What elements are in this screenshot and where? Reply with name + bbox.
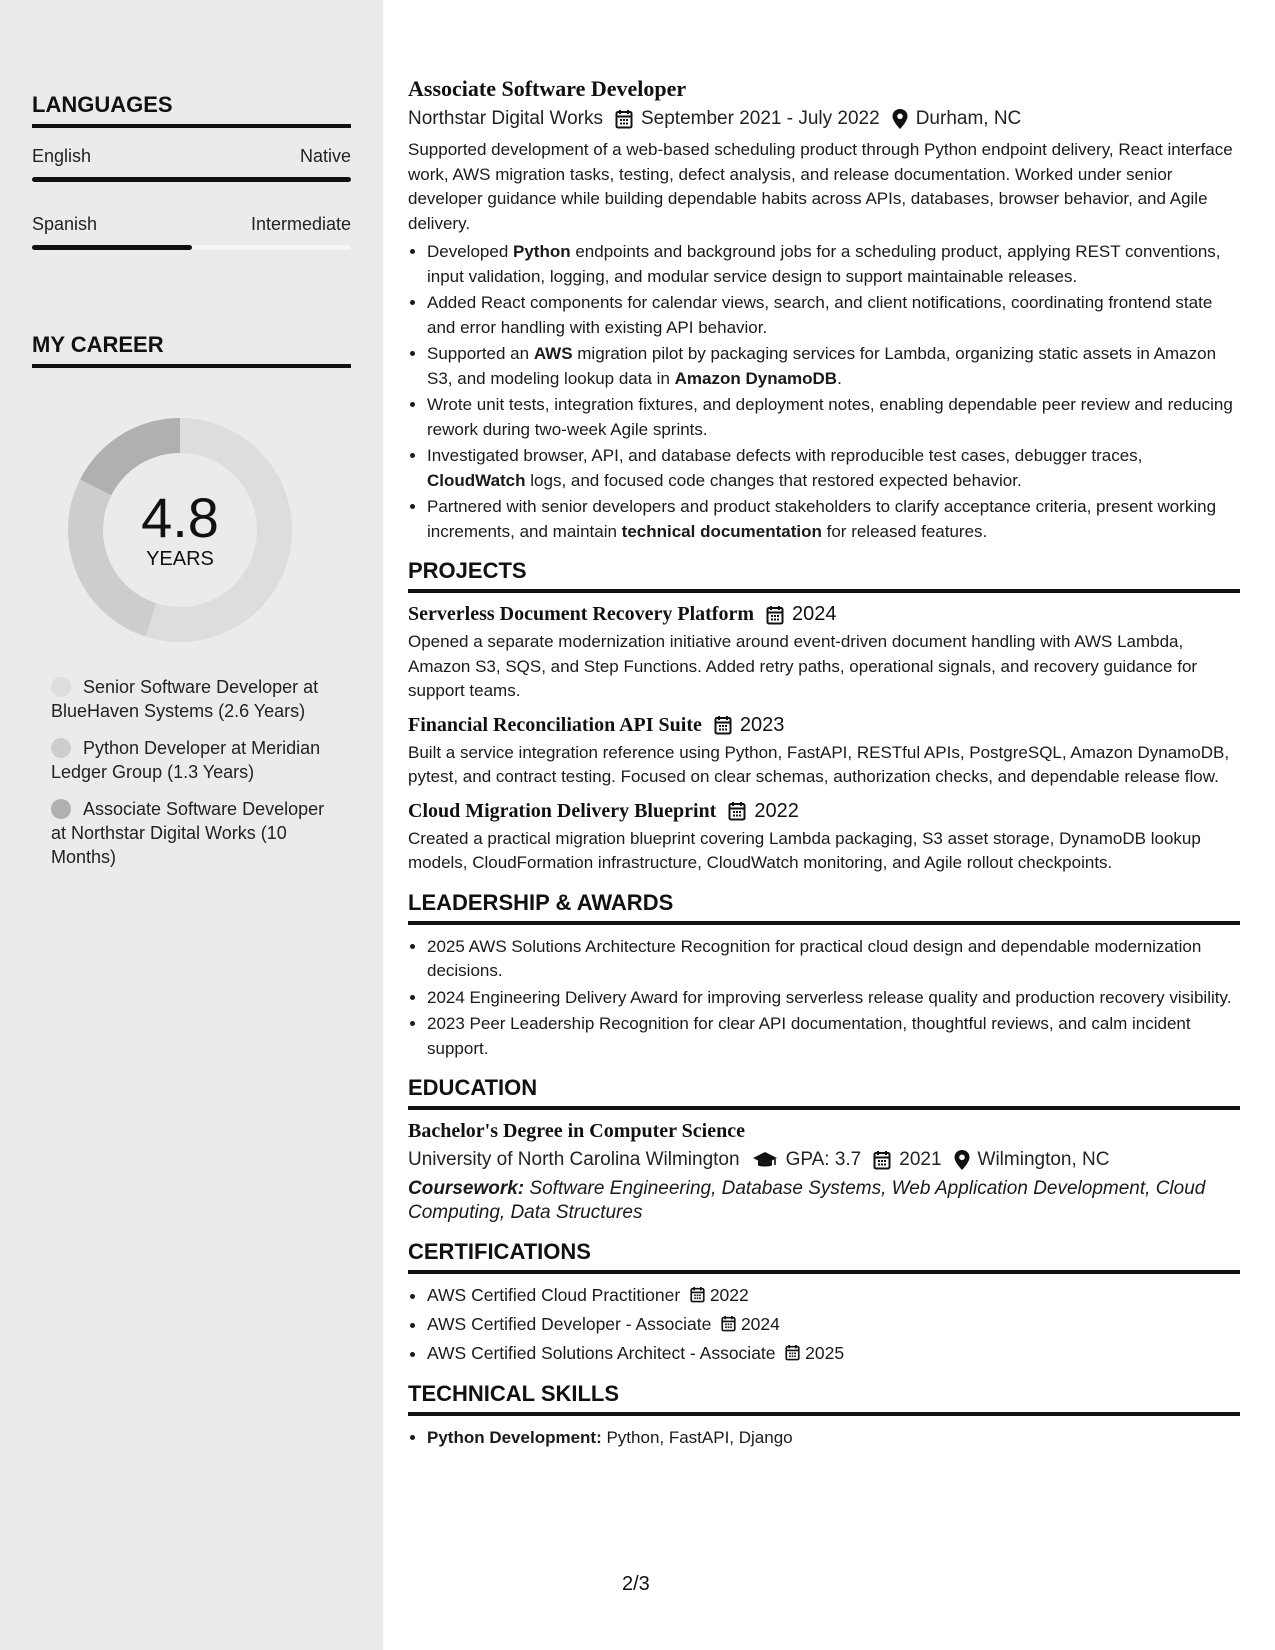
calendar-icon	[873, 1150, 891, 1170]
skills-section	[408, 1381, 1240, 1451]
job-location: Durham, NC	[915, 108, 1022, 129]
language-proficiency-fill	[32, 177, 351, 182]
career-legend-label: Python Developer at Meridian Ledger Group (1.3 Years)	[51, 738, 321, 782]
job-bullet: • Developed Python endpoints and background jobs for a scheduling product, applying REST conventions, input validation, logging, and modular service design to support maintainable releases.	[427, 240, 1240, 289]
education-year: 2021	[899, 1149, 942, 1170]
languages-section	[32, 92, 351, 250]
career-legend-item	[51, 736, 341, 784]
language-name: Spanish	[32, 214, 98, 234]
language-item	[32, 214, 351, 250]
degree-title: Bachelor's Degree in Computer Science	[408, 1120, 745, 1142]
projects-heading: PROJECTS	[408, 558, 1240, 593]
certifications-section	[408, 1239, 1240, 1367]
education-location: Wilmington, NC	[977, 1149, 1110, 1170]
skill-category: Python Development:	[427, 1428, 602, 1447]
project-item	[408, 603, 1240, 704]
awards-heading: LEADERSHIP & AWARDS	[408, 890, 1240, 925]
language-item	[32, 146, 351, 182]
main-content	[408, 76, 1240, 1453]
certification-name: AWS Certified Developer - Associate	[427, 1314, 712, 1334]
education-gpa: GPA: 3.7	[785, 1149, 862, 1170]
language-proficiency-fill	[32, 245, 192, 250]
graduation-cap-icon	[752, 1150, 778, 1170]
job-bullet: • Investigated browser, API, and database defects with reproducible test cases, debugger traces, CloudWatch logs, and focused code changes that restored expected behavior.	[427, 444, 1240, 493]
certification-year: 2022	[709, 1285, 749, 1305]
job-bullet: • Partnered with senior developers and product stakeholders to clarify acceptance criteria, present working increments, and maintain technical documentation for released features.	[427, 495, 1240, 544]
award-item: • 2024 Engineering Delivery Award for improving serverless release quality and production recovery visibility.	[427, 986, 1240, 1011]
career-section	[32, 332, 351, 368]
page-number: 2/3	[622, 1573, 650, 1595]
project-title: Cloud Migration Delivery Blueprint	[408, 799, 717, 822]
sidebar	[0, 0, 383, 1650]
certifications-list	[408, 1282, 1240, 1367]
skill-item	[427, 1426, 1240, 1451]
school-name: University of North Carolina Wilmington	[408, 1149, 740, 1170]
language-level: Intermediate	[250, 214, 351, 234]
language-name: English	[32, 146, 92, 166]
project-item	[408, 714, 1240, 790]
language-proficiency-bar	[32, 177, 351, 182]
calendar-icon	[785, 1344, 800, 1361]
job-title: Associate Software Developer	[408, 76, 687, 101]
job-bullet: • Supported an AWS migration pilot by packaging services for Lambda, organizing static assets in Amazon S3, and modeling lookup data in Amazon DynamoDB.	[427, 342, 1240, 391]
career-total-years: 4.8	[141, 486, 219, 549]
languages-heading: LANGUAGES	[32, 92, 351, 128]
skills-list	[408, 1426, 1240, 1451]
certification-item	[427, 1282, 1240, 1309]
calendar-icon	[714, 715, 732, 735]
career-legend-item	[51, 797, 341, 869]
job-company: Northstar Digital Works	[408, 108, 603, 129]
job-bullet: • Wrote unit tests, integration fixtures, and deployment notes, enabling dependable peer review and reducing rework during two-week Agile sprints.	[427, 393, 1240, 442]
job-dates: September 2021 - July 2022	[640, 108, 880, 129]
calendar-icon	[728, 801, 746, 821]
award-item: • 2025 AWS Solutions Architecture Recognition for practical cloud design and dependable modernization decisions.	[427, 935, 1240, 984]
certification-name: AWS Certified Cloud Practitioner	[427, 1285, 681, 1305]
project-description: Created a practical migration blueprint covering Lambda packaging, S3 asset storage, DynamoDB lookup models, CloudFormation infrastructure, CloudWatch monitoring, and Agile rollout checkpoints.	[408, 828, 1201, 872]
language-proficiency-bar	[32, 245, 351, 250]
career-legend	[51, 675, 341, 882]
project-year: 2023	[739, 713, 785, 736]
career-legend-item	[51, 675, 341, 723]
project-year: 2024	[791, 603, 837, 625]
certification-year: 2024	[740, 1314, 780, 1334]
coursework-label: Coursework:	[408, 1178, 525, 1199]
certification-item	[427, 1311, 1240, 1338]
job-meta	[408, 108, 1240, 130]
education-heading: EDUCATION	[408, 1075, 1240, 1110]
language-level: Native	[299, 146, 351, 166]
location-pin-icon	[892, 109, 908, 129]
career-total-unit: YEARS	[146, 548, 214, 570]
coursework-list: Software Engineering, Database Systems, Web Application Development, Cloud Computing, Data Structures	[408, 1178, 1206, 1223]
project-year: 2022	[754, 799, 799, 822]
career-donut-chart	[55, 405, 305, 655]
certification-year: 2025	[805, 1343, 845, 1363]
project-item	[408, 800, 1240, 876]
certification-item	[427, 1340, 1240, 1367]
calendar-icon	[721, 1315, 736, 1332]
project-description: Built a service integration reference using Python, FastAPI, RESTful APIs, PostgreSQL, Amazon DynamoDB, pytest, and contract testing. Focused on clear schemas, authorization checks, and dependable release flow.	[408, 742, 1230, 786]
project-title: Financial Reconciliation API Suite	[408, 713, 702, 736]
career-legend-label: Senior Software Developer at BlueHaven Systems (2.6 Years)	[51, 677, 319, 721]
calendar-icon	[690, 1286, 705, 1303]
skill-values: Python, FastAPI, Django	[601, 1428, 793, 1447]
legend-dot-icon	[51, 738, 71, 758]
job-bullet: • Added React components for calendar views, search, and client notifications, coordinating frontend state and error handling with existing API behavior.	[427, 291, 1240, 340]
job-bullets	[408, 240, 1240, 544]
project-title: Serverless Document Recovery Platform	[408, 603, 754, 625]
legend-dot-icon	[51, 799, 71, 819]
awards-list	[408, 935, 1240, 1062]
education-meta	[408, 1149, 1240, 1171]
career-heading: MY CAREER	[32, 332, 351, 368]
certification-name: AWS Certified Solutions Architect - Associate	[427, 1343, 776, 1363]
projects-section	[408, 558, 1240, 876]
education-section	[408, 1075, 1240, 1225]
coursework	[408, 1177, 1240, 1225]
award-item: • 2023 Peer Leadership Recognition for clear API documentation, thoughtful reviews, and calm incident support.	[427, 1012, 1240, 1061]
experience-entry	[408, 76, 1240, 544]
skills-heading: TECHNICAL SKILLS	[408, 1381, 1240, 1416]
location-pin-icon	[954, 1150, 970, 1170]
legend-dot-icon	[51, 677, 71, 697]
certifications-heading: CERTIFICATIONS	[408, 1239, 1240, 1274]
awards-section	[408, 890, 1240, 1062]
project-description: Opened a separate modernization initiative around event-driven document handling with AWS Lambda, Amazon S3, SQS, and Step Functions. Added retry paths, operational signals, and recovery guidance for support teams.	[408, 632, 1198, 700]
calendar-icon	[615, 109, 633, 129]
job-summary: Supported development of a web-based scheduling product through Python endpoint delivery, React interface work, AWS migration tasks, testing, defect analysis, and release documentation. Worked under senior developer guidance while building dependable habits across APIs, databases, browser behavior, and Agile delivery.	[408, 140, 1233, 233]
calendar-icon	[766, 605, 784, 625]
career-legend-label: Associate Software Developer at Northstar Digital Works (10 Months)	[51, 799, 325, 867]
